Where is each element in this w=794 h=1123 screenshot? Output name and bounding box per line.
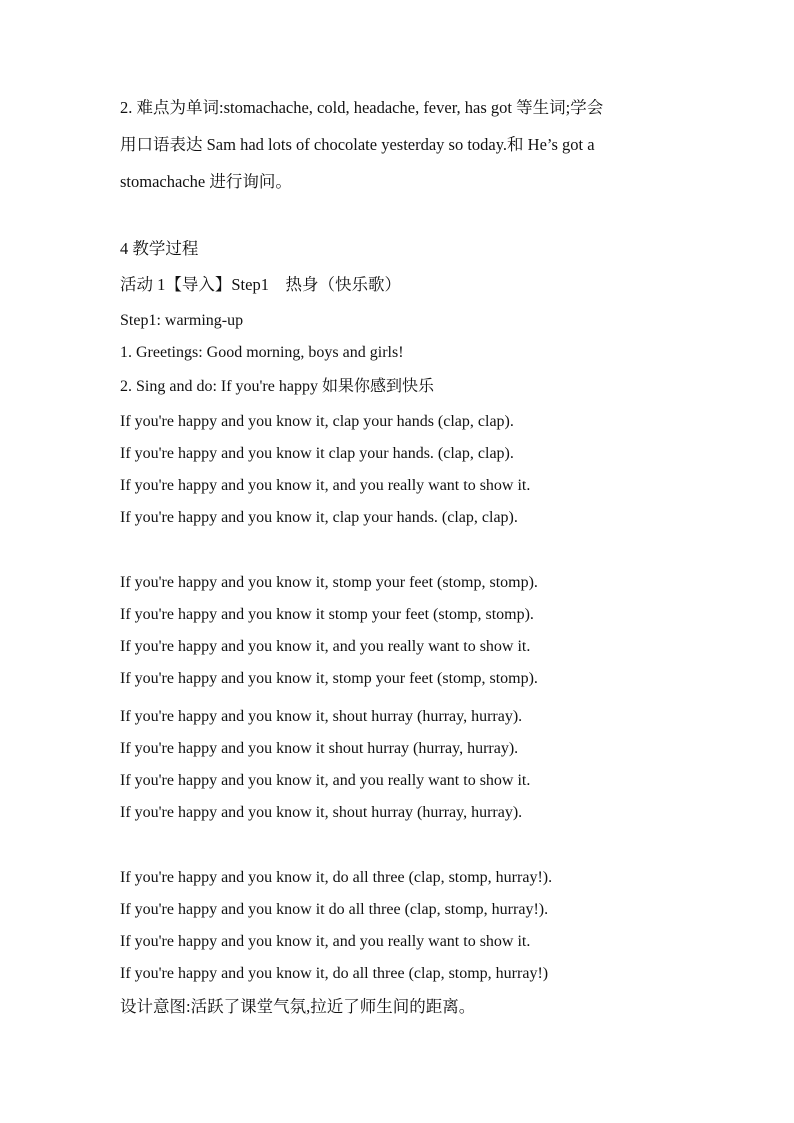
song-line: If you're happy and you know it, clap your hands. (clap, clap).	[120, 509, 518, 526]
song-line: If you're happy and you know it, clap your hands (clap, clap).	[120, 413, 514, 430]
song-line: If you're happy and you know it, shout hurray (hurray, hurray).	[120, 804, 523, 821]
difficulty-line-3: stomachache 进行询问。	[120, 172, 292, 191]
song-line: If you're happy and you know it do all three (clap, stomp, hurray!).	[120, 901, 549, 918]
song-line: If you're happy and you know it stomp your feet (stomp, stomp).	[120, 606, 534, 623]
difficulty-line-2: 用口语表达 Sam had lots of chocolate yesterday so today.和 He’s got a	[120, 135, 595, 154]
song-line: If you're happy and you know it, shout hurray (hurray, hurray).	[120, 708, 523, 725]
song-line: If you're happy and you know it, and you really want to show it.	[120, 477, 531, 494]
sing-line: 2. Sing and do: If you're happy 如果你感到快乐	[120, 378, 434, 395]
song-line: If you're happy and you know it, and you really want to show it.	[120, 772, 531, 789]
step-title: Step1: warming-up	[120, 312, 244, 329]
greeting-line: 1. Greetings: Good morning, boys and girls!	[120, 344, 404, 361]
activity-title: 活动 1【导入】Step1 热身（快乐歌）	[120, 275, 401, 294]
song-line: If you're happy and you know it, do all three (clap, stomp, hurray!).	[120, 869, 553, 886]
song-line: If you're happy and you know it, stomp your feet (stomp, stomp).	[120, 670, 538, 687]
difficulty-line-1: 2. 难点为单词:stomachache, cold, headache, fever, has got 等生词;学会	[120, 98, 604, 117]
song-line: If you're happy and you know it, and you really want to show it.	[120, 933, 531, 950]
song-line: If you're happy and you know it shout hurray (hurray, hurray).	[120, 740, 519, 757]
song-line: If you're happy and you know it, stomp your feet (stomp, stomp).	[120, 574, 538, 591]
song-line: If you're happy and you know it, and you really want to show it.	[120, 638, 531, 655]
song-line: If you're happy and you know it clap your hands. (clap, clap).	[120, 445, 514, 462]
section-heading: 4 教学过程	[120, 239, 199, 258]
song-line: If you're happy and you know it, do all three (clap, stomp, hurray!)	[120, 965, 549, 982]
design-intent: 设计意图:活跃了课堂气氛,拉近了师生间的距离。	[120, 997, 476, 1016]
